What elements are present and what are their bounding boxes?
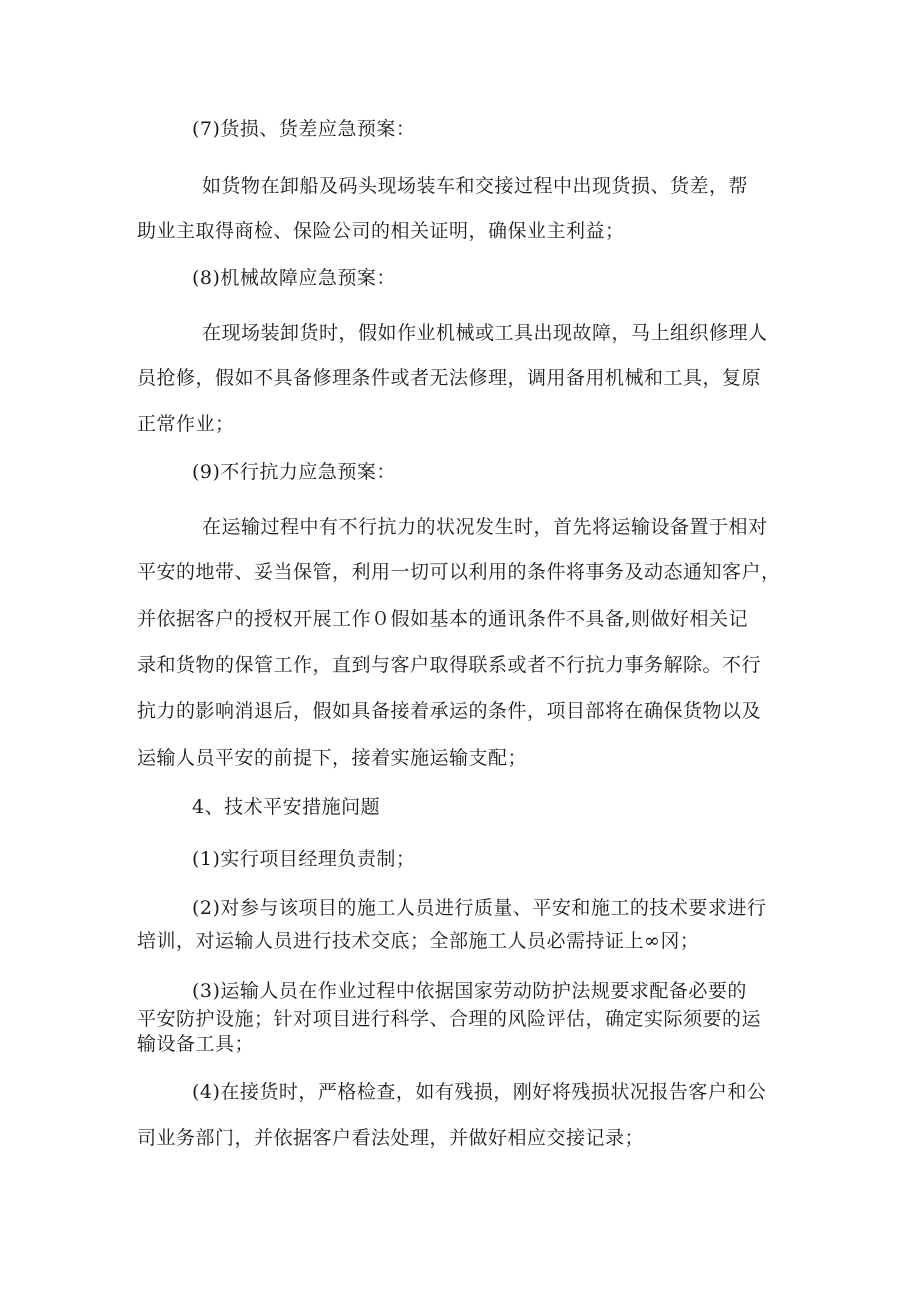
paragraph-line: 如货物在卸船及码头现场装车和交接过程中出现货损、货差，帮 (202, 175, 749, 197)
paragraph-line: 助业主取得商检、保险公司的相关证明，确保业主利益； (137, 220, 625, 242)
heading-8: (8)机械故障应急预案： (192, 267, 396, 289)
paragraph-line: 运输人员平安的前提下，接着实施运输支配； (137, 747, 528, 769)
paragraph-line: 并依据客户的授权开展工作０假如基本的通讯条件不具备,则做好相关记 (137, 608, 749, 630)
paragraph-line: 在运输过程中有不行抗力的状况发生时，首先将运输设备置于相对 (202, 516, 768, 538)
paragraph-line: 平安防护设施；针对项目进行科学、合理的风险评估，确定实际须要的运 (137, 1008, 762, 1030)
paragraph-line: 抗力的影响消退后，假如具备接着承运的条件，项目部将在确保货物以及 (137, 700, 762, 722)
list-item-2: (2)对参与该项目的施工人员进行质量、平安和施工的技术要求进行 (192, 897, 767, 919)
heading-7: (7)货损、货差应急预案： (192, 118, 416, 140)
paragraph-line: 平安的地带、妥当保管，利用一切可以利用的条件将事务及动态通知客户， (137, 561, 781, 583)
section-heading-4: 4、技术平安措施问题 (192, 796, 381, 818)
paragraph-line: 在现场装卸货时，假如作业机械或工具出现故障，马上组织修理人 (202, 322, 768, 344)
paragraph-line: 输设备工具； (137, 1033, 255, 1055)
list-item-3: (3)运输人员在作业过程中依据国家劳动防护法规要求配备必要的 (192, 980, 747, 1002)
list-item-4: (4)在接货时，严格检查，如有残损，刚好将残损状况报告客户和公 (192, 1081, 767, 1103)
paragraph-line: 员抢修，假如不具备修理条件或者无法修理，调用备用机械和工具，复原 (137, 367, 762, 389)
paragraph-line: 司业务部门，并依据客户看法处理，并做好相应交接记录； (137, 1127, 645, 1149)
paragraph-line: 录和货物的保管工作，直到与客户取得联系或者不行抗力事务解除。不行 (137, 654, 762, 676)
paragraph-line: 培训，对运输人员进行技术交底；全部施工人员必需持证上∞冈； (137, 930, 700, 952)
heading-9: (9)不行抗力应急预案： (192, 461, 396, 483)
paragraph-line: 正常作业； (137, 413, 235, 435)
list-item-1: (1)实行项目经理负责制； (192, 848, 416, 870)
